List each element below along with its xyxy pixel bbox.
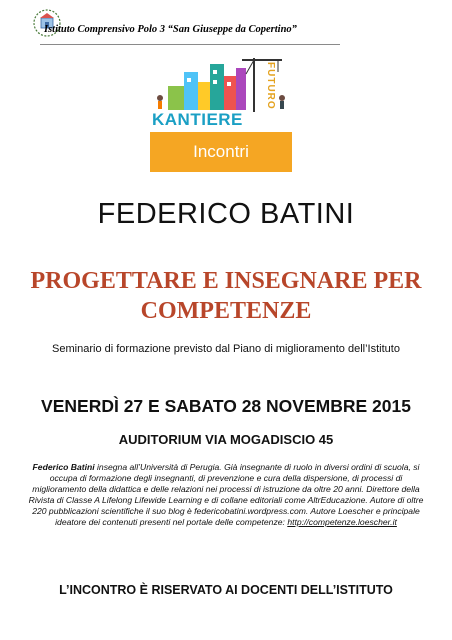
- competenze-link[interactable]: http://competenze.loescher.it: [287, 517, 397, 527]
- attendance-notice: L’INCONTRO È RISERVATO AI DOCENTI DELL’ISTITUTO: [59, 583, 393, 597]
- header: [0, 8, 452, 38]
- speaker-bio: [28, 462, 424, 528]
- title-line-2: COMPETENZE: [140, 298, 312, 324]
- title-line-1: PROGETTARE E INSEGNARE PER: [30, 268, 422, 294]
- incontri-banner: Incontri: [150, 132, 292, 172]
- bio-name: Federico Batini: [32, 462, 95, 472]
- bio-text: insegna all’Università di Perugia. Già insegnante di ruolo in diversi ordini di scuola, si occupa di formazione degli insegnanti, di prevenzione e cura della dispersione, di processi di miglioramento della didattica e delle relazioni nei processi di istruzione da oltre 20 anni. Direttore della Rivista di Classe A Lifelong Lifewide Learning e di collane editoriali come AltrEducazione. Autore di oltre 220 pubblicazioni scientifiche il suo blog è federicobatini.wordpress.com. Autore Loescher e principale ideatore dei contenuti presenti nel portale delle competenze:: [28, 462, 424, 527]
- header-divider: [40, 44, 340, 45]
- logo-futuro-text: FUTURO: [265, 62, 276, 110]
- event-dates: VENERDÌ 27 E SABATO 28 NOVEMBRE 2015: [41, 396, 411, 416]
- event-venue: AUDITORIUM VIA MOGADISCIO 45: [118, 432, 334, 447]
- seminar-subtitle: Seminario di formazione previsto dal Piano di miglioramento dell’Istituto: [52, 343, 400, 355]
- logo-kantiere-text: KANTIERE: [152, 110, 243, 129]
- seminar-title: [0, 266, 452, 326]
- speaker-name: FEDERICO BATINI: [97, 198, 355, 230]
- school-name: Istituto Comprensivo Polo 3 “San Giuseppe da Copertino”: [44, 24, 297, 35]
